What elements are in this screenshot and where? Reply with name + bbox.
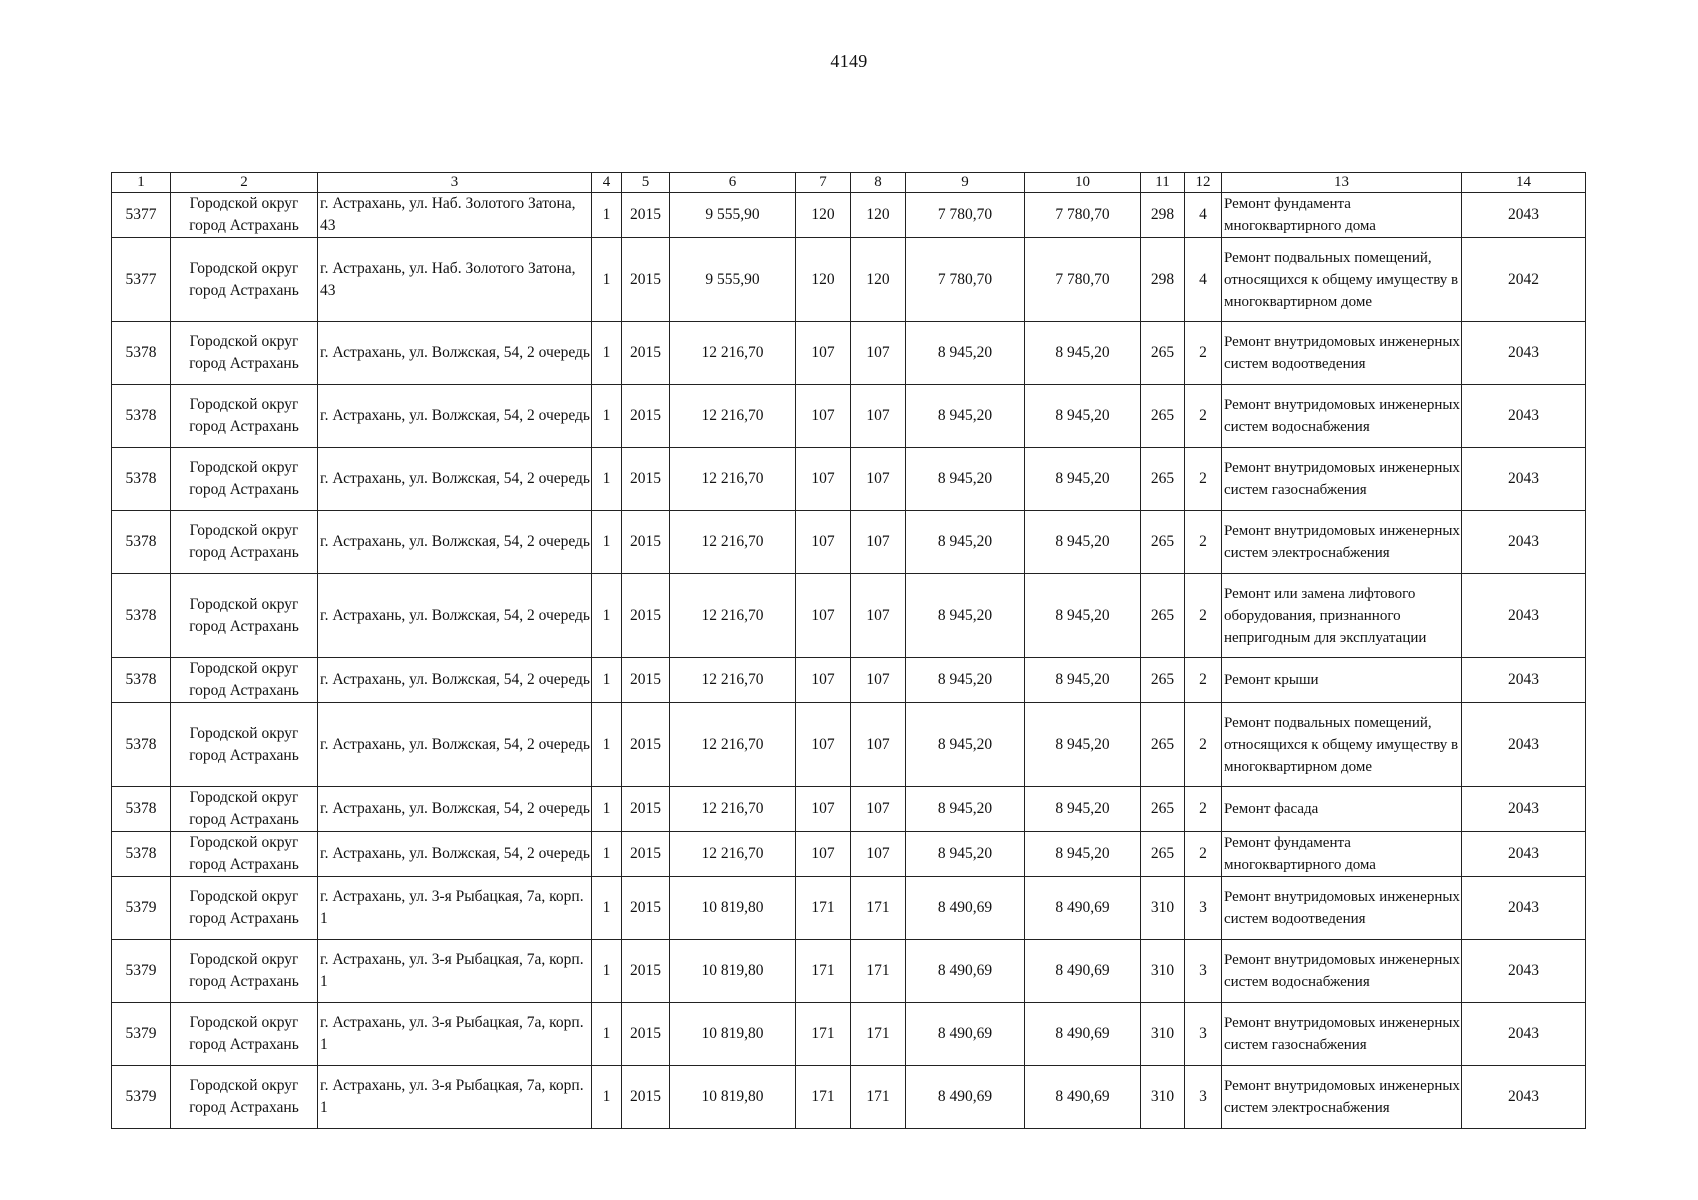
col8-cell: 107 bbox=[851, 511, 906, 574]
col11-cell: 310 bbox=[1141, 877, 1185, 940]
planned-year-cell: 2043 bbox=[1462, 1003, 1586, 1066]
col8-cell: 107 bbox=[851, 703, 906, 787]
col6-value-cell: 12 216,70 bbox=[670, 832, 796, 877]
capital-repair-table bbox=[111, 172, 1586, 1129]
col9-value-cell: 8 945,20 bbox=[906, 703, 1025, 787]
col6-value-cell: 12 216,70 bbox=[670, 385, 796, 448]
column-number-header: 1 bbox=[112, 173, 171, 193]
col8-cell: 107 bbox=[851, 385, 906, 448]
col12-cell: 4 bbox=[1185, 193, 1222, 238]
address-cell: г. Астрахань, ул. Наб. Золотого Затона, 43 bbox=[318, 238, 592, 322]
year-cell: 2015 bbox=[622, 238, 670, 322]
col8-cell: 171 bbox=[851, 1003, 906, 1066]
planned-year-cell: 2043 bbox=[1462, 877, 1586, 940]
planned-year-cell: 2043 bbox=[1462, 193, 1586, 238]
work-type-cell: Ремонт фундамента многоквартирного дома bbox=[1222, 193, 1462, 238]
municipality-cell: Городской округ город Астрахань bbox=[171, 322, 318, 385]
planned-year-cell: 2043 bbox=[1462, 832, 1586, 877]
municipality-cell: Городской округ город Астрахань bbox=[171, 787, 318, 832]
address-cell: г. Астрахань, ул. 3-я Рыбацкая, 7а, корп. 1 bbox=[318, 1066, 592, 1129]
col11-cell: 310 bbox=[1141, 1066, 1185, 1129]
municipality-cell: Городской округ город Астрахань bbox=[171, 385, 318, 448]
planned-year-cell: 2043 bbox=[1462, 322, 1586, 385]
col7-cell: 171 bbox=[796, 877, 851, 940]
col12-cell: 2 bbox=[1185, 703, 1222, 787]
row-id-cell: 5379 bbox=[112, 1003, 171, 1066]
col4-cell: 1 bbox=[592, 832, 622, 877]
municipality-cell: Городской округ город Астрахань bbox=[171, 1066, 318, 1129]
col6-value-cell: 10 819,80 bbox=[670, 1003, 796, 1066]
table-row bbox=[112, 238, 1586, 322]
address-cell: г. Астрахань, ул. 3-я Рыбацкая, 7а, корп. 1 bbox=[318, 1003, 592, 1066]
column-number-header: 9 bbox=[906, 173, 1025, 193]
year-cell: 2015 bbox=[622, 1066, 670, 1129]
table-row bbox=[112, 193, 1586, 238]
row-id-cell: 5379 bbox=[112, 877, 171, 940]
year-cell: 2015 bbox=[622, 193, 670, 238]
col4-cell: 1 bbox=[592, 448, 622, 511]
col10-value-cell: 8 945,20 bbox=[1025, 511, 1141, 574]
address-cell: г. Астрахань, ул. Волжская, 54, 2 очередь bbox=[318, 658, 592, 703]
table-row bbox=[112, 511, 1586, 574]
work-type-cell: Ремонт внутридомовых инженерных систем водоснабжения bbox=[1222, 940, 1462, 1003]
col12-cell: 3 bbox=[1185, 877, 1222, 940]
col11-cell: 265 bbox=[1141, 703, 1185, 787]
planned-year-cell: 2043 bbox=[1462, 574, 1586, 658]
col12-cell: 2 bbox=[1185, 385, 1222, 448]
column-number-header: 3 bbox=[318, 173, 592, 193]
year-cell: 2015 bbox=[622, 574, 670, 658]
year-cell: 2015 bbox=[622, 787, 670, 832]
col7-cell: 107 bbox=[796, 703, 851, 787]
col12-cell: 2 bbox=[1185, 832, 1222, 877]
work-type-cell: Ремонт фундамента многоквартирного дома bbox=[1222, 832, 1462, 877]
address-cell: г. Астрахань, ул. Волжская, 54, 2 очередь bbox=[318, 703, 592, 787]
col4-cell: 1 bbox=[592, 703, 622, 787]
col10-value-cell: 8 490,69 bbox=[1025, 877, 1141, 940]
work-type-cell: Ремонт внутридомовых инженерных систем газоснабжения bbox=[1222, 1003, 1462, 1066]
col4-cell: 1 bbox=[592, 322, 622, 385]
col9-value-cell: 8 490,69 bbox=[906, 1066, 1025, 1129]
col7-cell: 120 bbox=[796, 238, 851, 322]
col9-value-cell: 8 490,69 bbox=[906, 940, 1025, 1003]
planned-year-cell: 2043 bbox=[1462, 385, 1586, 448]
column-number-header: 14 bbox=[1462, 173, 1586, 193]
year-cell: 2015 bbox=[622, 940, 670, 1003]
year-cell: 2015 bbox=[622, 703, 670, 787]
col8-cell: 107 bbox=[851, 322, 906, 385]
col8-cell: 107 bbox=[851, 787, 906, 832]
col11-cell: 298 bbox=[1141, 193, 1185, 238]
table-row bbox=[112, 832, 1586, 877]
year-cell: 2015 bbox=[622, 385, 670, 448]
col11-cell: 265 bbox=[1141, 787, 1185, 832]
col11-cell: 265 bbox=[1141, 658, 1185, 703]
year-cell: 2015 bbox=[622, 448, 670, 511]
col10-value-cell: 8 945,20 bbox=[1025, 832, 1141, 877]
table-row bbox=[112, 574, 1586, 658]
work-type-cell: Ремонт внутридомовых инженерных систем электроснабжения bbox=[1222, 1066, 1462, 1129]
col9-value-cell: 7 780,70 bbox=[906, 193, 1025, 238]
column-number-header: 13 bbox=[1222, 173, 1462, 193]
work-type-cell: Ремонт фасада bbox=[1222, 787, 1462, 832]
address-cell: г. Астрахань, ул. Волжская, 54, 2 очередь bbox=[318, 322, 592, 385]
col4-cell: 1 bbox=[592, 877, 622, 940]
col11-cell: 265 bbox=[1141, 385, 1185, 448]
col6-value-cell: 12 216,70 bbox=[670, 574, 796, 658]
col8-cell: 107 bbox=[851, 658, 906, 703]
planned-year-cell: 2043 bbox=[1462, 511, 1586, 574]
col11-cell: 310 bbox=[1141, 940, 1185, 1003]
col10-value-cell: 8 945,20 bbox=[1025, 448, 1141, 511]
planned-year-cell: 2043 bbox=[1462, 940, 1586, 1003]
col4-cell: 1 bbox=[592, 658, 622, 703]
address-cell: г. Астрахань, ул. 3-я Рыбацкая, 7а, корп. 1 bbox=[318, 877, 592, 940]
municipality-cell: Городской округ город Астрахань bbox=[171, 940, 318, 1003]
col7-cell: 107 bbox=[796, 385, 851, 448]
table-row bbox=[112, 877, 1586, 940]
work-type-cell: Ремонт подвальных помещений, относящихся к общему имуществу в многоквартирном доме bbox=[1222, 238, 1462, 322]
col9-value-cell: 8 945,20 bbox=[906, 787, 1025, 832]
col7-cell: 107 bbox=[796, 832, 851, 877]
col8-cell: 107 bbox=[851, 574, 906, 658]
table-body bbox=[112, 173, 1586, 1129]
address-cell: г. Астрахань, ул. Волжская, 54, 2 очередь bbox=[318, 832, 592, 877]
work-type-cell: Ремонт подвальных помещений, относящихся к общему имуществу в многоквартирном доме bbox=[1222, 703, 1462, 787]
col12-cell: 4 bbox=[1185, 238, 1222, 322]
col9-value-cell: 8 945,20 bbox=[906, 832, 1025, 877]
col7-cell: 120 bbox=[796, 193, 851, 238]
column-number-header: 4 bbox=[592, 173, 622, 193]
table-row bbox=[112, 448, 1586, 511]
table-row bbox=[112, 385, 1586, 448]
col10-value-cell: 7 780,70 bbox=[1025, 193, 1141, 238]
address-cell: г. Астрахань, ул. Волжская, 54, 2 очередь bbox=[318, 787, 592, 832]
col10-value-cell: 8 945,20 bbox=[1025, 787, 1141, 832]
col7-cell: 107 bbox=[796, 574, 851, 658]
year-cell: 2015 bbox=[622, 658, 670, 703]
col10-value-cell: 8 945,20 bbox=[1025, 385, 1141, 448]
planned-year-cell: 2042 bbox=[1462, 238, 1586, 322]
col4-cell: 1 bbox=[592, 385, 622, 448]
col12-cell: 3 bbox=[1185, 1066, 1222, 1129]
table-row bbox=[112, 940, 1586, 1003]
municipality-cell: Городской округ город Астрахань bbox=[171, 448, 318, 511]
col12-cell: 2 bbox=[1185, 448, 1222, 511]
municipality-cell: Городской округ город Астрахань bbox=[171, 511, 318, 574]
col4-cell: 1 bbox=[592, 193, 622, 238]
col11-cell: 298 bbox=[1141, 238, 1185, 322]
row-id-cell: 5378 bbox=[112, 448, 171, 511]
col7-cell: 107 bbox=[796, 448, 851, 511]
col10-value-cell: 8 945,20 bbox=[1025, 658, 1141, 703]
col4-cell: 1 bbox=[592, 238, 622, 322]
col6-value-cell: 10 819,80 bbox=[670, 940, 796, 1003]
row-id-cell: 5378 bbox=[112, 703, 171, 787]
col6-value-cell: 12 216,70 bbox=[670, 703, 796, 787]
column-number-header: 7 bbox=[796, 173, 851, 193]
municipality-cell: Городской округ город Астрахань bbox=[171, 238, 318, 322]
col9-value-cell: 8 945,20 bbox=[906, 574, 1025, 658]
table-row bbox=[112, 787, 1586, 832]
year-cell: 2015 bbox=[622, 511, 670, 574]
year-cell: 2015 bbox=[622, 322, 670, 385]
municipality-cell: Городской округ город Астрахань bbox=[171, 1003, 318, 1066]
planned-year-cell: 2043 bbox=[1462, 1066, 1586, 1129]
row-id-cell: 5377 bbox=[112, 193, 171, 238]
col10-value-cell: 8 945,20 bbox=[1025, 574, 1141, 658]
municipality-cell: Городской округ город Астрахань bbox=[171, 574, 318, 658]
year-cell: 2015 bbox=[622, 1003, 670, 1066]
col6-value-cell: 12 216,70 bbox=[670, 511, 796, 574]
col7-cell: 171 bbox=[796, 1066, 851, 1129]
col11-cell: 265 bbox=[1141, 448, 1185, 511]
col7-cell: 107 bbox=[796, 322, 851, 385]
column-number-header: 5 bbox=[622, 173, 670, 193]
col11-cell: 265 bbox=[1141, 511, 1185, 574]
column-number-header: 12 bbox=[1185, 173, 1222, 193]
col4-cell: 1 bbox=[592, 574, 622, 658]
col10-value-cell: 7 780,70 bbox=[1025, 238, 1141, 322]
table-row bbox=[112, 703, 1586, 787]
row-id-cell: 5378 bbox=[112, 385, 171, 448]
col7-cell: 171 bbox=[796, 940, 851, 1003]
column-number-header: 6 bbox=[670, 173, 796, 193]
work-type-cell: Ремонт внутридомовых инженерных систем водоснабжения bbox=[1222, 385, 1462, 448]
col7-cell: 107 bbox=[796, 787, 851, 832]
col6-value-cell: 9 555,90 bbox=[670, 193, 796, 238]
address-cell: г. Астрахань, ул. 3-я Рыбацкая, 7а, корп. 1 bbox=[318, 940, 592, 1003]
work-type-cell: Ремонт внутридомовых инженерных систем водоотведения bbox=[1222, 877, 1462, 940]
row-id-cell: 5378 bbox=[112, 574, 171, 658]
address-cell: г. Астрахань, ул. Волжская, 54, 2 очередь bbox=[318, 574, 592, 658]
planned-year-cell: 2043 bbox=[1462, 448, 1586, 511]
table-row bbox=[112, 1066, 1586, 1129]
col4-cell: 1 bbox=[592, 787, 622, 832]
col8-cell: 107 bbox=[851, 832, 906, 877]
col6-value-cell: 10 819,80 bbox=[670, 877, 796, 940]
col10-value-cell: 8 490,69 bbox=[1025, 1066, 1141, 1129]
table-row bbox=[112, 1003, 1586, 1066]
col4-cell: 1 bbox=[592, 1003, 622, 1066]
col10-value-cell: 8 945,20 bbox=[1025, 703, 1141, 787]
work-type-cell: Ремонт внутридомовых инженерных систем газоснабжения bbox=[1222, 448, 1462, 511]
address-cell: г. Астрахань, ул. Наб. Золотого Затона, 43 bbox=[318, 193, 592, 238]
col12-cell: 3 bbox=[1185, 1003, 1222, 1066]
col6-value-cell: 12 216,70 bbox=[670, 322, 796, 385]
row-id-cell: 5379 bbox=[112, 1066, 171, 1129]
row-id-cell: 5379 bbox=[112, 940, 171, 1003]
col11-cell: 265 bbox=[1141, 322, 1185, 385]
col7-cell: 107 bbox=[796, 511, 851, 574]
row-id-cell: 5378 bbox=[112, 832, 171, 877]
address-cell: г. Астрахань, ул. Волжская, 54, 2 очередь bbox=[318, 448, 592, 511]
column-number-header: 2 bbox=[171, 173, 318, 193]
municipality-cell: Городской округ город Астрахань bbox=[171, 658, 318, 703]
col10-value-cell: 8 490,69 bbox=[1025, 1003, 1141, 1066]
col12-cell: 3 bbox=[1185, 940, 1222, 1003]
col9-value-cell: 7 780,70 bbox=[906, 238, 1025, 322]
col9-value-cell: 8 945,20 bbox=[906, 511, 1025, 574]
col12-cell: 2 bbox=[1185, 322, 1222, 385]
col8-cell: 120 bbox=[851, 193, 906, 238]
column-number-header-row bbox=[112, 173, 1586, 193]
col9-value-cell: 8 945,20 bbox=[906, 322, 1025, 385]
address-cell: г. Астрахань, ул. Волжская, 54, 2 очередь bbox=[318, 511, 592, 574]
row-id-cell: 5378 bbox=[112, 511, 171, 574]
col10-value-cell: 8 945,20 bbox=[1025, 322, 1141, 385]
col6-value-cell: 10 819,80 bbox=[670, 1066, 796, 1129]
col12-cell: 2 bbox=[1185, 787, 1222, 832]
page-number: 4149 bbox=[830, 51, 868, 71]
col9-value-cell: 8 490,69 bbox=[906, 877, 1025, 940]
municipality-cell: Городской округ город Астрахань bbox=[171, 193, 318, 238]
work-type-cell: Ремонт или замена лифтового оборудования, признанного непригодным для эксплуатации bbox=[1222, 574, 1462, 658]
col9-value-cell: 8 945,20 bbox=[906, 448, 1025, 511]
col9-value-cell: 8 945,20 bbox=[906, 658, 1025, 703]
year-cell: 2015 bbox=[622, 877, 670, 940]
municipality-cell: Городской округ город Астрахань bbox=[171, 832, 318, 877]
col7-cell: 171 bbox=[796, 1003, 851, 1066]
row-id-cell: 5378 bbox=[112, 322, 171, 385]
row-id-cell: 5377 bbox=[112, 238, 171, 322]
col8-cell: 171 bbox=[851, 1066, 906, 1129]
col4-cell: 1 bbox=[592, 511, 622, 574]
col8-cell: 120 bbox=[851, 238, 906, 322]
col12-cell: 2 bbox=[1185, 511, 1222, 574]
column-number-header: 8 bbox=[851, 173, 906, 193]
col8-cell: 171 bbox=[851, 877, 906, 940]
col9-value-cell: 8 490,69 bbox=[906, 1003, 1025, 1066]
col6-value-cell: 12 216,70 bbox=[670, 448, 796, 511]
address-cell: г. Астрахань, ул. Волжская, 54, 2 очередь bbox=[318, 385, 592, 448]
work-type-cell: Ремонт внутридомовых инженерных систем электроснабжения bbox=[1222, 511, 1462, 574]
col12-cell: 2 bbox=[1185, 658, 1222, 703]
col12-cell: 2 bbox=[1185, 574, 1222, 658]
col8-cell: 171 bbox=[851, 940, 906, 1003]
col9-value-cell: 8 945,20 bbox=[906, 385, 1025, 448]
col11-cell: 265 bbox=[1141, 832, 1185, 877]
column-number-header: 10 bbox=[1025, 173, 1141, 193]
work-type-cell: Ремонт внутридомовых инженерных систем водоотведения bbox=[1222, 322, 1462, 385]
municipality-cell: Городской округ город Астрахань bbox=[171, 703, 318, 787]
col11-cell: 265 bbox=[1141, 574, 1185, 658]
row-id-cell: 5378 bbox=[112, 787, 171, 832]
col6-value-cell: 12 216,70 bbox=[670, 787, 796, 832]
col8-cell: 107 bbox=[851, 448, 906, 511]
col4-cell: 1 bbox=[592, 1066, 622, 1129]
col6-value-cell: 12 216,70 bbox=[670, 658, 796, 703]
row-id-cell: 5378 bbox=[112, 658, 171, 703]
work-type-cell: Ремонт крыши bbox=[1222, 658, 1462, 703]
col6-value-cell: 9 555,90 bbox=[670, 238, 796, 322]
planned-year-cell: 2043 bbox=[1462, 703, 1586, 787]
municipality-cell: Городской округ город Астрахань bbox=[171, 877, 318, 940]
col11-cell: 310 bbox=[1141, 1003, 1185, 1066]
table-row bbox=[112, 658, 1586, 703]
planned-year-cell: 2043 bbox=[1462, 787, 1586, 832]
year-cell: 2015 bbox=[622, 832, 670, 877]
document-table-wrapper bbox=[111, 172, 1586, 1129]
col7-cell: 107 bbox=[796, 658, 851, 703]
col4-cell: 1 bbox=[592, 940, 622, 1003]
table-row bbox=[112, 322, 1586, 385]
col10-value-cell: 8 490,69 bbox=[1025, 940, 1141, 1003]
column-number-header: 11 bbox=[1141, 173, 1185, 193]
planned-year-cell: 2043 bbox=[1462, 658, 1586, 703]
